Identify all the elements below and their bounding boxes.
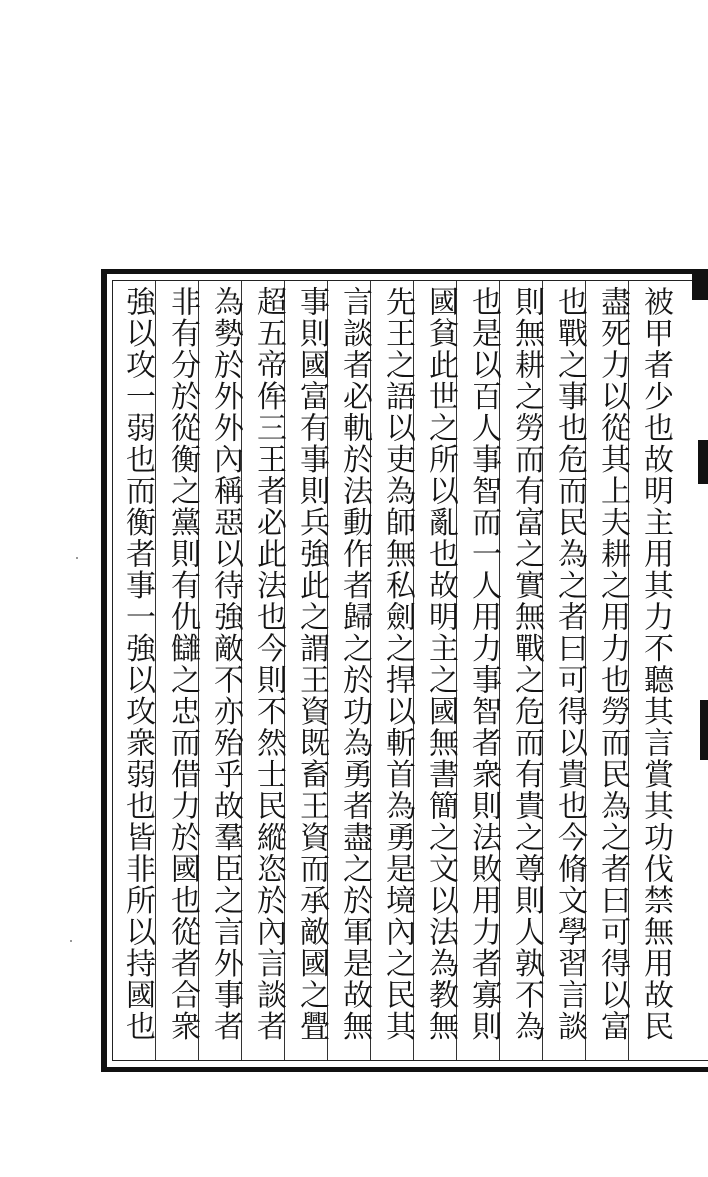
text-column-1: 被甲者少也故明主用其力不聽其言賞其功伐禁無用故民 (638, 286, 673, 1042)
text-column-10: 超五帝侔三王者必此法也今則不然士民縱恣於內言談者 (251, 286, 286, 1042)
text-column-13: 強以攻一弱也而衡者事一強以攻衆弱也皆非所以持國也 (120, 286, 155, 1042)
paper-speck (76, 557, 78, 559)
text-column-8: 言談者必軌於法動作者歸之於功為勇者盡之於軍是故無 (337, 286, 372, 1042)
text-column-7: 先王之語以吏為師無私劍之捍以斬首為勇是境內之民其 (380, 286, 415, 1042)
block-center-mark-top (692, 274, 708, 300)
inner-rule-top (112, 280, 708, 281)
text-column-5: 也是以百人事智而一人用力事智者衆則法敗用力者寡則 (466, 286, 501, 1042)
text-column-2: 盡死力以從其上夫耕之用力也勞而民為之者曰可得以富 (595, 286, 630, 1042)
text-column-6: 國貧此世之所以亂也故明主之國無書簡之文以法為教無 (423, 286, 458, 1042)
inner-rule-bottom (112, 1060, 708, 1061)
block-center-mark-fishtail (698, 440, 708, 484)
inner-rule-left (112, 280, 113, 1060)
block-center-mark-lower (700, 700, 708, 760)
text-column-11: 為勢於外外內稱惡以待強敵不亦殆乎故羣臣之言外事者 (208, 286, 243, 1042)
paper-speck (70, 940, 72, 942)
text-column-12: 非有分於從衡之黨則有仇讎之忠而借力於國也從者合衆 (165, 286, 200, 1042)
text-column-9: 事則國富有事則兵強此之謂王資既畜王資而承敵國之舋 (294, 286, 329, 1042)
text-column-4: 則無耕之勞而有富之實無戰之危而有貴之尊則人孰不為 (509, 286, 544, 1042)
text-column-3: 也戰之事也危而民為之者曰可得以貴也今脩文學習言談 (552, 286, 587, 1042)
